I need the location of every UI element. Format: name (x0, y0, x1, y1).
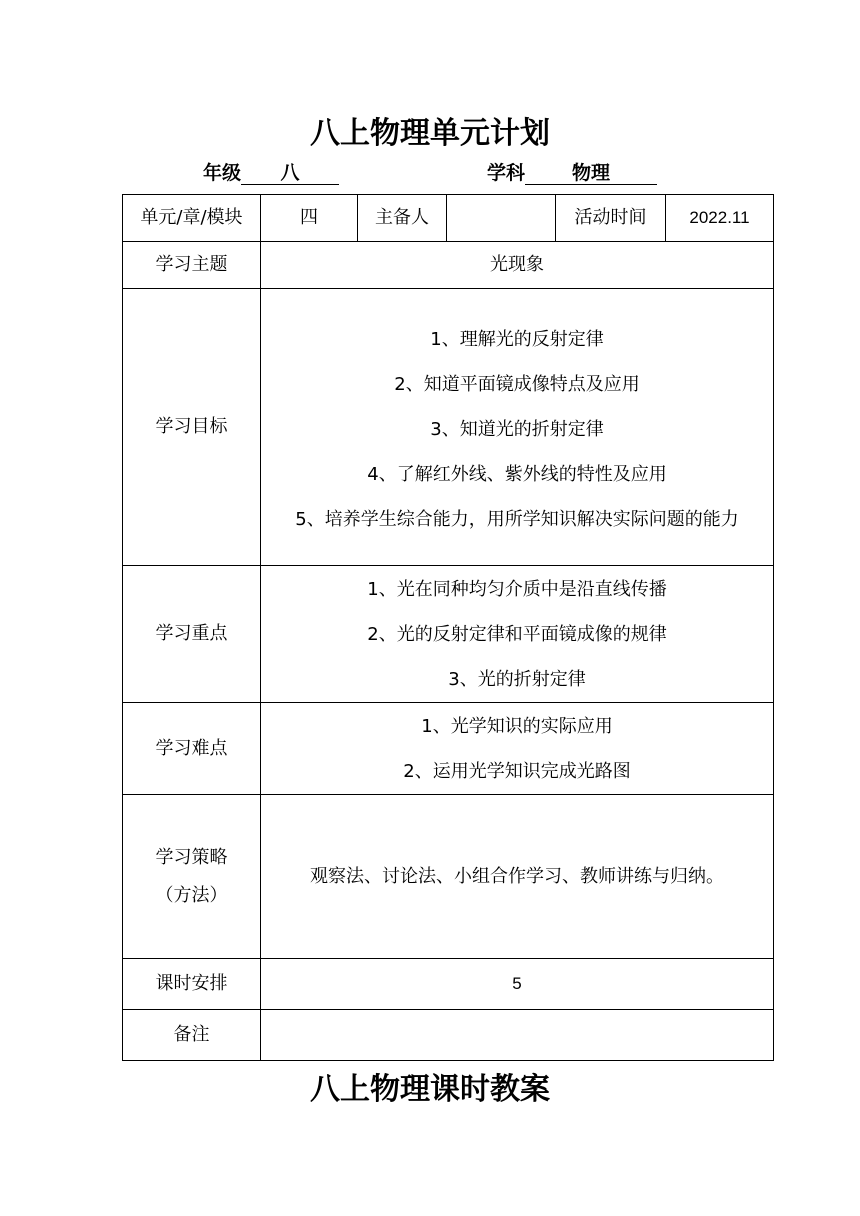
goal-item: 2、知道平面镜成像特点及应用 (394, 373, 640, 395)
table-row (123, 795, 774, 959)
schedule-value: 5 (261, 959, 774, 1010)
table-row (123, 1010, 774, 1061)
goals-label: 学习目标 (123, 289, 261, 566)
subject-line (487, 158, 657, 185)
table-row (123, 959, 774, 1010)
activity-time-value: 2022.11 (666, 195, 774, 242)
theme-label: 学习主题 (123, 242, 261, 289)
difficulty-item: 2、运用光学知识完成光路图 (403, 760, 631, 782)
unit-label: 单元/章/模块 (123, 195, 261, 242)
strategy-label-line1: 学习策略 (155, 846, 228, 868)
remarks-value (261, 1010, 774, 1061)
strategy-value: 观察法、讨论法、小组合作学习、教师讲练与归纳。 (261, 795, 774, 959)
table-row (123, 195, 774, 242)
goal-item: 5、培养学生综合能力，用所学知识解决实际问题的能力 (295, 508, 739, 530)
goal-item: 1、理解光的反射定律 (430, 328, 604, 350)
key-points-list (261, 566, 774, 703)
unit-value: 四 (261, 195, 358, 242)
table-row (123, 566, 774, 703)
difficulties-label: 学习难点 (123, 703, 261, 795)
goals-list (261, 289, 774, 566)
table-row (123, 242, 774, 289)
grade-value: 八 (241, 162, 339, 185)
difficulty-item: 1、光学知识的实际应用 (421, 715, 613, 737)
strategy-label (123, 795, 261, 959)
subject-label: 学科 (487, 162, 526, 184)
unit-plan-title: 八上物理单元计划 (310, 116, 550, 151)
difficulties-list (261, 703, 774, 795)
preparer-value (447, 195, 556, 242)
key-point-item: 2、光的反射定律和平面镜成像的规律 (367, 623, 667, 645)
key-points-label: 学习重点 (123, 566, 261, 703)
preparer-label: 主备人 (358, 195, 447, 242)
schedule-label: 课时安排 (123, 959, 261, 1010)
grade-label: 年级 (203, 162, 242, 184)
activity-time-label: 活动时间 (556, 195, 666, 242)
remarks-label: 备注 (123, 1010, 261, 1061)
goal-item: 3、知道光的折射定律 (430, 418, 604, 440)
lesson-plan-title: 八上物理课时教案 (310, 1072, 550, 1107)
strategy-label-line2: （方法） (155, 884, 228, 906)
table-row (123, 289, 774, 566)
grade-line (203, 158, 339, 185)
unit-plan-table (122, 194, 774, 1061)
key-point-item: 3、光的折射定律 (448, 668, 586, 690)
table-row (123, 703, 774, 795)
theme-value: 光现象 (261, 242, 774, 289)
key-point-item: 1、光在同种均匀介质中是沿直线传播 (367, 578, 667, 600)
goal-item: 4、了解红外线、紫外线的特性及应用 (367, 463, 667, 485)
subject-value: 物理 (525, 162, 657, 185)
